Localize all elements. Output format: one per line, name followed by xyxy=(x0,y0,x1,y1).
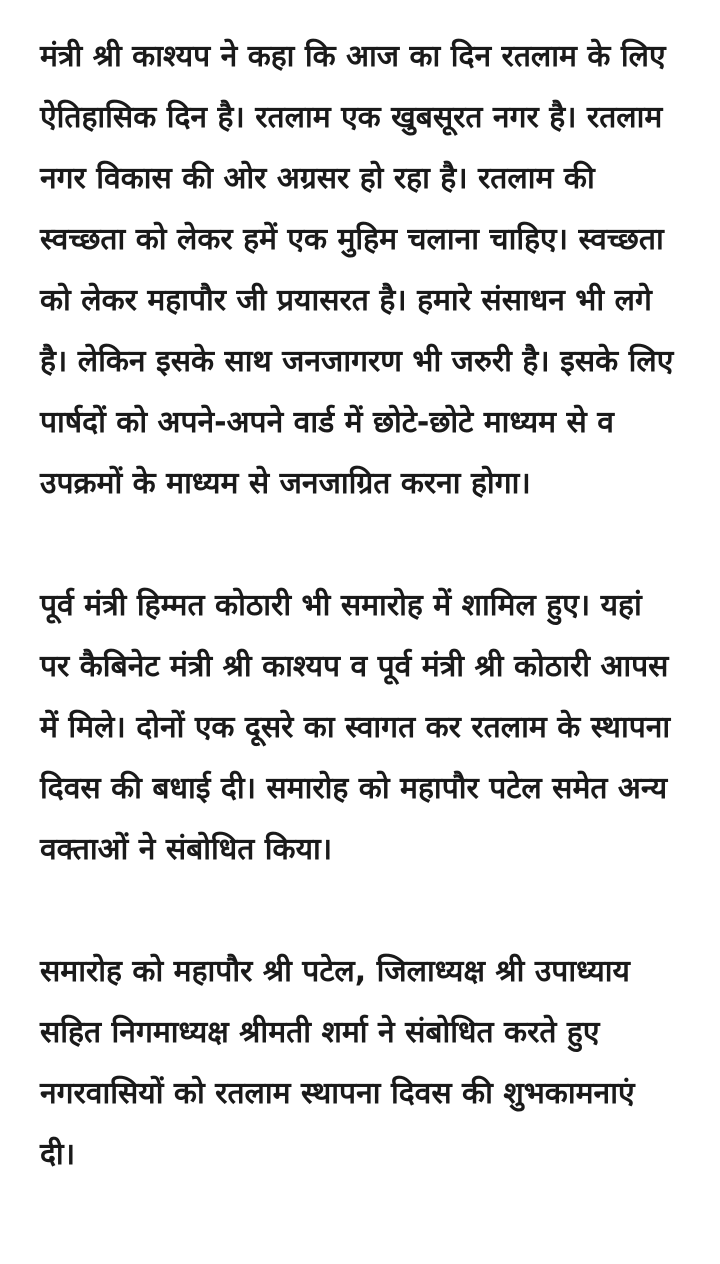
paragraph-minister-speech: मंत्री श्री काश्यप ने कहा कि आज का दिन रतलाम के लिए ऐतिहासिक दिन है। रतलाम एक खुबसूरत नगर है। रतलाम नगर विकास की ओर अग्रसर हो रहा है। रतलाम की स्वच्छता को लेकर हमें एक मुहिम चलाना चाहिए। स्वच्छता को लेकर महापौर जी प्रयासरत है। हमारे संसाधन भी लगे है। लेकिन इसके साथ जनजागरण भी जरुरी है। इसके लिए पार्षदों को अपने-अपने वार्ड में छोटे-छोटे माध्यम से व उपक्रमों के माध्यम से जनजाग्रित करना होगा। xyxy=(40,39,674,501)
paragraph-former-minister: पूर्व मंत्री हिम्मत कोठारी भी समारोह में शामिल हुए। यहां पर कैबिनेट मंत्री श्री काश्यप व पूर्व मंत्री श्री कोठारी आपस में मिले। दोनों एक दूसरे का स्वागत कर रतलाम के स्थापना दिवस की बधाई दी। समारोह को महापौर पटेल समेत अन्य वक्ताओं ने संबोधित किया। xyxy=(40,588,671,867)
paragraph-ceremony-addresses: समारोह को महापौर श्री पटेल, जिलाध्यक्ष श्री उपाध्याय सहित निगमाध्यक्ष श्रीमती शर्मा ने संबोधित करते हुए नगरवासियों को रतलाम स्थापना दिवस की शुभकामनाएं दी। xyxy=(40,954,635,1172)
